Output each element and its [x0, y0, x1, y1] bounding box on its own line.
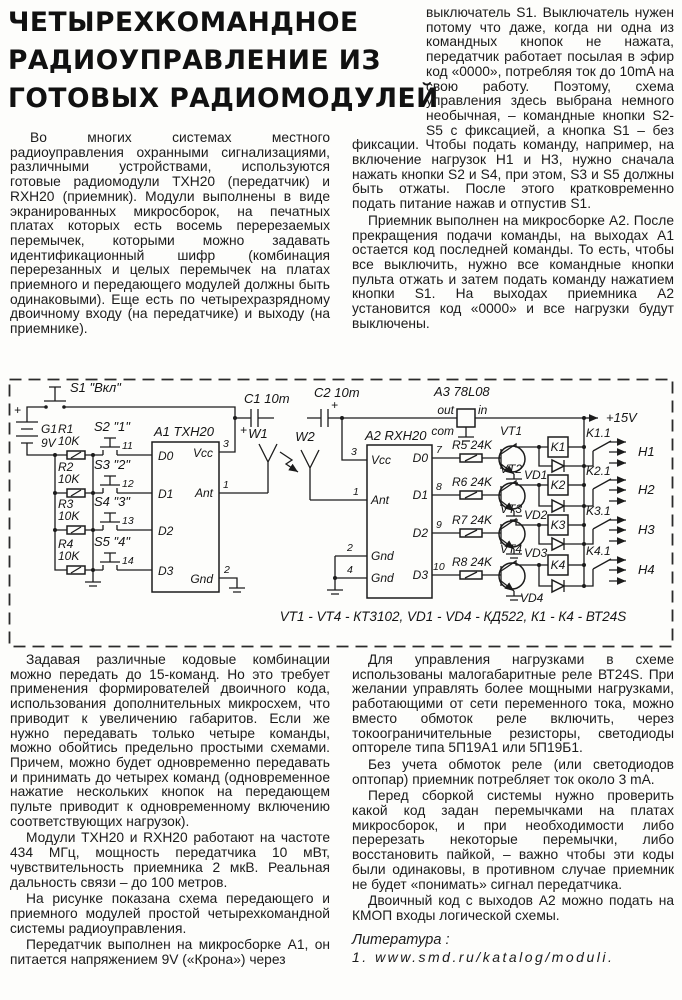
label-a1-pin-1: 1 — [223, 479, 229, 491]
paragraph-jumpers: Перед сборкой системы нужно проверить какой код задан перемычками на платах микросборок, и при необходимости либо перерезать некоторые перемычки, либо восстановить пайкой, – важно чтобы эти коды были одинаковы, в противном случае приемник не будет «понимать» сигнал передатчика. — [352, 788, 674, 892]
label-a2-d1: D1 — [412, 488, 428, 502]
label-pin-13: 13 — [122, 515, 134, 527]
label-a2-pin-10: 10 — [433, 561, 445, 573]
radio-wave-icon — [280, 452, 298, 472]
label-r3: R3 — [58, 497, 74, 511]
label-vt1: VT1 — [500, 424, 523, 438]
paragraph-transmitter: Передатчик выполнен на микросборке А1, он питается напряжением 9V («Крона») через — [10, 937, 330, 968]
label-a2-pin-2: 2 — [347, 542, 353, 554]
label-r2-value: 10K — [58, 472, 80, 486]
label-a1-pin-3: 3 — [223, 438, 229, 450]
label-a2-ant: Ant — [371, 493, 390, 507]
label-r8: R8 24K — [452, 555, 493, 569]
label-vt2: VT2 — [500, 462, 523, 476]
capacitor-c1-icon — [251, 409, 258, 427]
title-wrap-spacer — [352, 6, 426, 126]
label-battery-plus: + — [14, 403, 22, 417]
label-h3: H3 — [638, 522, 655, 537]
column-right-bottom — [352, 653, 674, 967]
label-a1-d3: D3 — [158, 564, 174, 578]
label-g1: G1 — [41, 422, 58, 436]
label-r4-value: 10K — [58, 549, 80, 563]
label-a2-pin-9: 9 — [436, 519, 442, 531]
paragraph-figure: На рисунке показана схема передающего и приемного модулей простой четырехкомандной системы радиоуправления. — [10, 891, 330, 936]
label-h4: H4 — [638, 562, 655, 577]
label-h2: H2 — [638, 482, 655, 497]
circuit-diagram — [8, 378, 674, 653]
label-k1-1: K1.1 — [586, 426, 611, 440]
label-k4-1: K4.1 — [586, 544, 611, 558]
label-a2-gnd1: Gnd — [371, 549, 394, 563]
label-k1: K1 — [550, 440, 566, 454]
label-a3-in: in — [478, 403, 488, 417]
label-vd4: VD4 — [520, 591, 544, 605]
label-plus15v: +15V — [606, 410, 637, 425]
label-a2-pin-3: 3 — [351, 446, 357, 458]
label-r7: R7 24K — [452, 513, 493, 527]
battery-icon — [16, 422, 38, 443]
transmitter-row-4 — [67, 553, 152, 574]
label-r3-value: 10K — [58, 509, 80, 523]
label-a1-ant: Ant — [194, 486, 213, 500]
label-k2-1: K2.1 — [586, 464, 611, 478]
label-w1: W1 — [248, 426, 268, 441]
label-s2: S2 "1" — [94, 419, 130, 434]
label-a3-out: out — [437, 403, 454, 417]
label-vd3: VD3 — [524, 546, 548, 560]
label-a3-com: com — [431, 424, 454, 438]
label-c1: C1 10m — [244, 391, 290, 406]
label-r2: R2 — [58, 460, 74, 474]
label-a2-vcc: Vcc — [371, 453, 392, 467]
label-c1-plus: + — [240, 423, 248, 437]
literature-url: 1. www.smd.ru/katalog/moduli. — [352, 949, 615, 966]
label-a2-d3: D3 — [412, 568, 428, 582]
paragraph-relays: Для управления нагрузками в схеме использованы малогабаритные реле ВТ24S. При желании управлять более мощными нагрузками, работающими от сети переменного тока, можно вместо обмоток реле включить, через токоограничительные резисторы, светодиоды оптореле типа 5П19А1 или 5П19Б1. — [352, 652, 674, 756]
label-c2-plus: + — [331, 398, 339, 412]
label-a2-pin-1: 1 — [353, 486, 359, 498]
a1-gnd-wire — [219, 578, 245, 592]
ground-rail-buttons — [85, 455, 101, 586]
label-r4: R4 — [58, 537, 74, 551]
label-k4: K4 — [550, 558, 566, 572]
label-a1-gnd: Gnd — [190, 572, 213, 586]
column-left-top — [10, 131, 330, 339]
label-a1-vcc: Vcc — [192, 446, 213, 460]
paragraph-cmos: Двоичный код с выходов А2 можно подать на КМОП входы логической схемы. — [352, 893, 674, 923]
label-vt4: VT4 — [500, 542, 523, 556]
label-k3: K3 — [550, 518, 566, 532]
label-r5: R5 24K — [452, 438, 493, 452]
label-r1: R1 — [58, 422, 74, 436]
label-g1-voltage: 9V — [41, 436, 56, 450]
capacitor-c2-icon — [321, 409, 328, 427]
article-title-line2: РАДИОУПРАВЛЕНИЕ ИЗ — [8, 45, 381, 76]
label-k3-1: K3.1 — [586, 504, 611, 518]
label-vd1: VD1 — [524, 468, 548, 482]
label-w2: W2 — [295, 429, 315, 444]
label-a2-title: A2 RXH20 — [365, 428, 427, 443]
paragraph-codes: Задавая различные кодовые комбинации можно передать до 15-команд. Но это требует применения формирователей двоичного кода, использования дополнительных микросхем, что приводит к увеличению габаритов. Если же нужно передавать только четыре команды, можно обойтись предельно простыми схемами. Причем, можно будет одновременно передавать и принимать до четырех команд (одновременное нажатие нескольких кнопок на передающем пульте приводит к одновременному включению соответствующих нагрузок). — [10, 652, 330, 829]
label-h1: H1 — [638, 444, 655, 459]
label-vt3: VT3 — [500, 502, 523, 516]
label-r6: R6 24K — [452, 475, 493, 489]
paragraph-current: Без учета обмоток реле (или светодиодов оптопар) приемник потребляет ток около 3 mA. — [352, 756, 674, 787]
article-title-line1: ЧЕТЫРЕХКОМАНДНОЕ — [8, 7, 359, 38]
label-a2-d0: D0 — [412, 451, 428, 465]
schematic-caption: VT1 - VT4 - КТ3102, VD1 - VD4 - КД522, К1 - К4 - ВТ24S — [279, 609, 627, 624]
label-a1-title: A1 TXH20 — [154, 424, 214, 439]
label-pin-12: 12 — [122, 478, 134, 490]
label-a1-d0: D0 — [158, 449, 174, 463]
paragraph-intro: Во многих системах местного радиоуправления охранными сигнализациями, различными устройствами, используются готовые радиомодули TXH20 (передатчик) и RXH20 (приемник). Модули выполнены в виде экранированных микросборок, на печатных платах которых есть восемь перерезаемых перемычек, которыми можно задавать идентификационный шифр (комбинация перерезанных и целых перемычек на платах приемного и передающего модулей должны быть одинаковыми). Еще есть по четырехразрядному двоичному входу (на передатчике) и выходу (на приемнике). — [10, 130, 330, 337]
label-s5: S5 "4" — [94, 534, 130, 549]
label-a3-title: A3 78L08 — [434, 384, 490, 399]
label-s3: S3 "2" — [94, 457, 130, 472]
literature-heading: Литература : — [352, 931, 450, 948]
column-right-top — [352, 6, 674, 333]
label-pin-11: 11 — [122, 440, 133, 452]
article-title-line3: ГОТОВЫХ РАДИОМОДУЛЕЙ — [8, 83, 439, 114]
ic-a3-box — [457, 409, 475, 427]
label-a2-pin-7: 7 — [436, 444, 442, 456]
label-pin-14: 14 — [122, 555, 134, 567]
label-a1-d2: D2 — [158, 524, 174, 538]
label-r1-value: 10K — [58, 434, 80, 448]
label-c2: C2 10m — [314, 385, 360, 400]
label-s4: S4 "3" — [94, 494, 130, 509]
label-s1: S1 "Вкл" — [70, 380, 121, 395]
pushbutton-s1-icon — [44, 387, 66, 401]
label-a1-d1: D1 — [158, 487, 174, 501]
paragraph-specs: Модули TXH20 и RXH20 работают на частоте 434 МГц, мощность передатчика 10 мВт, чувствительность приемника 2 мкВ. Реальная дальность связи – до 100 метров. — [10, 830, 330, 890]
label-a2-gnd2: Gnd — [371, 571, 394, 585]
label-vd2: VD2 — [524, 508, 548, 522]
label-a1-pin-2: 2 — [224, 564, 230, 576]
label-a2-d2: D2 — [412, 526, 428, 540]
circuit-svg — [8, 378, 674, 648]
paragraph-continued: выключатель S1. Выключатель нужен потому что даже, когда ни одна из командных кнопок не нажата, передатчик работает посылая в эфир код «0000», потребляя ток до 10mA на свою работу. Поэтому, схема управления здесь выбрана немного необычная, – командные кнопки S2-S5 с фиксацией, а кнопка S1 – без фиксации. Чтобы подать команду, например, на включение нагрузок Н1 и Н3, нужно сначала нажать кнопки S2 и S4, при этом, S3 и S5 должны быть отжаты. После этого кратковременно подать питание нажав и отпустив S1. — [352, 5, 674, 212]
paragraph-receiver: Приемник выполнен на микросборке А2. После прекращения подачи команды, на выходах А1 остается код последней команды. То есть, чтобы все выключить, нужно все командные кнопки пульта отжать и затем подать команду нажатием кнопки S1. На выходах приемника А2 установится код «0000» и все нагрузки будут выключены. — [352, 212, 674, 331]
column-left-bottom — [10, 653, 330, 970]
label-a2-pin-4: 4 — [347, 564, 353, 576]
label-a2-pin-8: 8 — [436, 481, 442, 493]
label-k2: K2 — [550, 478, 566, 492]
